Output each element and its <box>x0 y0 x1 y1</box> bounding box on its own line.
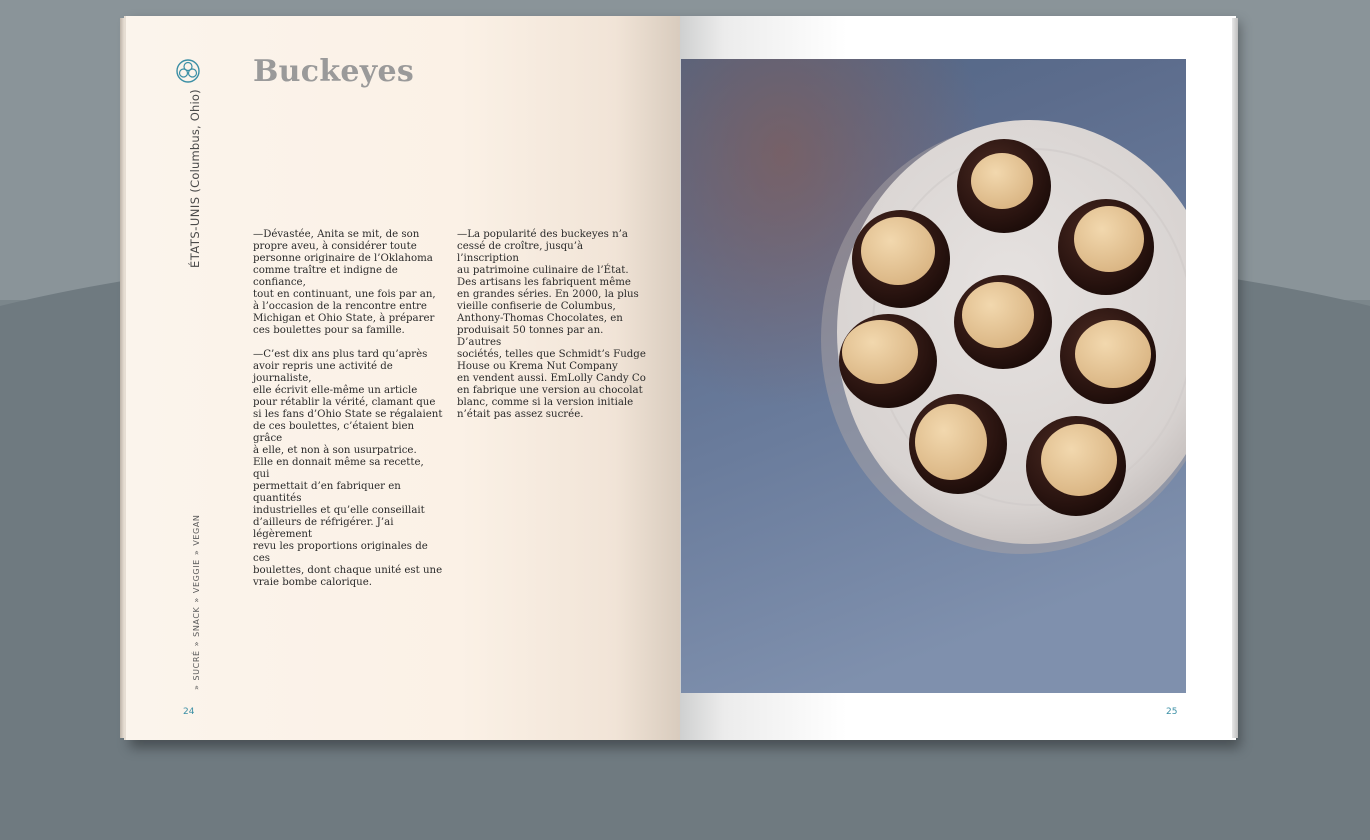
buckeye-1 <box>957 139 1051 233</box>
right-page-number: 25 <box>1166 707 1178 717</box>
buckeye-2 <box>1058 199 1154 295</box>
paragraph: —C’est dix ans plus tard qu’après avoir repris une activité de journaliste, elle écrivit elle-même un article pour rétablir la vérité, clamant que si les fans d’Ohio State se régalaient de ces boulettes, c’étaient bien grâce à elle, et non à son usurpatrice. Elle en donnait même sa recette, qui permettait d’en fabriquer en quantités industrielles et qu’elle conseillait d’ailleurs de réfrigérer. J’ai légèrement revu les proportions originales de ces boulettes, dont chaque unité est une vraie bombe calorique. <box>253 349 443 588</box>
paragraph: —Dévastée, Anita se mit, de son propre aveu, à considérer toute personne originaire de l’Oklahoma comme traître et indigne de confiance, tout en continuant, une fois par an, à l’occasion de la rencontre entre Michigan et Ohio State, à préparer ces boulettes pour sa famille. <box>253 229 436 336</box>
side-title-city: (Columbus, Ohio) <box>188 89 202 193</box>
paragraph: —La popularité des buckeyes n’a cessé de croître, jusqu’à l’inscription au patrimoine culinaire de l’État. Des artisans les fabriquent même en grandes séries. En 2000, la plus vieille confiserie de Columbus, Anthony-Thomas Chocolates, en produisait 50 tonnes par an. D’autres sociétés, telles que Schmidt’s Fudge House ou Krema Nut Company en vendent aussi. EmLolly Candy Co en fabrique une version au chocolat blanc, comme si la version initiale n’était pas assez sucrée. <box>457 229 646 420</box>
category-vegan: VEGAN <box>192 514 201 546</box>
buckeye-4 <box>954 275 1052 369</box>
category-separator: » <box>192 549 201 556</box>
right-page-edge <box>1232 18 1238 738</box>
flower-logo-icon <box>176 59 200 83</box>
buckeye-6 <box>839 314 937 408</box>
buckeye-3 <box>852 210 950 308</box>
category-snack: SNACK <box>192 606 201 637</box>
category-list <box>192 514 201 694</box>
category-separator: » <box>192 640 201 647</box>
text-column-1 <box>253 229 443 601</box>
text-column-2 <box>457 229 647 433</box>
category-veggie: VEGGIE <box>192 559 201 594</box>
category-sucre: SUCRÉ <box>192 650 201 681</box>
buckeyes-plate-photo <box>681 59 1186 693</box>
buckeye-5 <box>1060 308 1156 404</box>
category-separator: » <box>192 597 201 603</box>
side-title <box>188 89 202 268</box>
side-title-country: ÉTATS-UNIS <box>188 196 202 268</box>
buckeye-8 <box>1026 416 1126 516</box>
buckeye-7 <box>909 394 1007 494</box>
left-page-number: 24 <box>183 707 195 717</box>
category-separator: » <box>192 684 201 690</box>
page-title: Buckeyes <box>253 54 415 89</box>
